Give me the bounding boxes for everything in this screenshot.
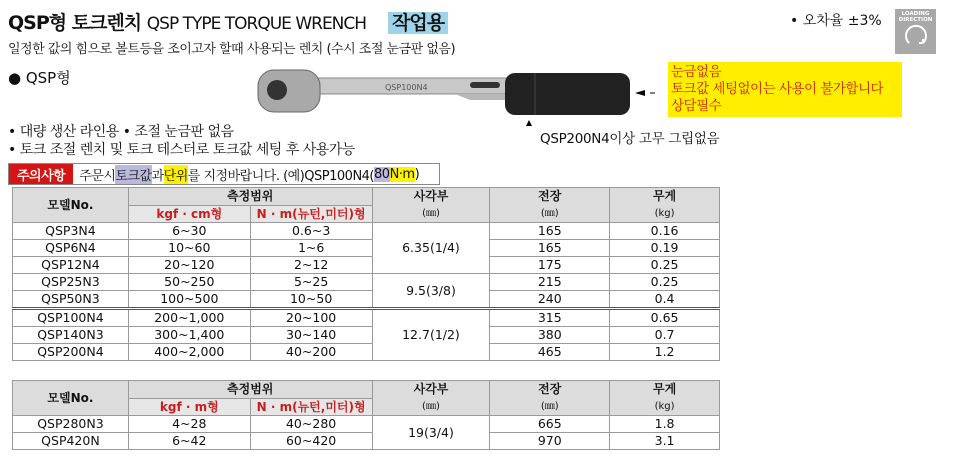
header-model: 모델No. — [13, 381, 129, 416]
table-cell: 40~280 — [250, 416, 372, 433]
spec-table-1 — [12, 187, 720, 361]
table-cell: QSP50N3 — [13, 291, 129, 309]
table-cell: QSP3N4 — [13, 223, 129, 240]
table-cell: 315 — [490, 309, 610, 327]
table-cell: 3.1 — [610, 433, 720, 450]
table-cell: 215 — [490, 274, 610, 291]
table-row — [13, 223, 720, 240]
table-row — [13, 274, 720, 291]
table-cell: QSP6N4 — [13, 240, 129, 257]
table-row — [13, 240, 720, 257]
table-cell: 0.6~3 — [250, 223, 372, 240]
table-cell: 20~100 — [250, 309, 372, 327]
caution-text: 주문시 — [79, 168, 116, 184]
title-en: QSP TYPE TORQUE WRENCH — [146, 14, 367, 34]
caution-highlight: N·m — [389, 166, 415, 182]
bullet-line: • 토크 조절 렌치 및 토크 테스터로 토크값 세팅 후 사용가능 — [8, 142, 355, 158]
table-cell: 100~500 — [128, 291, 250, 309]
table-cell: 9.5(3/8) — [372, 274, 490, 309]
caution-highlight: 80 — [374, 166, 390, 182]
header-weight — [610, 381, 720, 416]
header-length-label: 전장 — [538, 382, 562, 396]
header-square — [372, 381, 490, 416]
page-title — [8, 8, 448, 35]
header-length — [490, 381, 610, 416]
caution-highlight: 단위 — [164, 165, 188, 184]
loading-direction-label: LOADING DIRECTION — [898, 11, 933, 23]
header-square-label: 사각부 — [413, 382, 449, 396]
header-square-label: 사각부 — [413, 189, 449, 203]
caution-box — [8, 163, 440, 185]
table-cell: 0.65 — [610, 309, 720, 327]
table-cell: 400~2,000 — [128, 344, 250, 361]
header-kgf: kgf · m형 — [128, 398, 250, 416]
spec-table-2 — [12, 380, 720, 450]
header-length — [490, 188, 610, 223]
table-cell: 30~140 — [250, 327, 372, 344]
table-cell: QSP25N3 — [13, 274, 129, 291]
table-cell: 6.35(1/4) — [372, 223, 490, 274]
table-cell: 165 — [490, 223, 610, 240]
table-cell: 0.7 — [610, 327, 720, 344]
table-cell: 10~60 — [128, 240, 250, 257]
table-cell: 5~25 — [250, 274, 372, 291]
table-row — [13, 416, 720, 433]
table-cell: QSP12N4 — [13, 257, 129, 274]
table-cell: 20~120 — [128, 257, 250, 274]
caution-text: ) — [414, 166, 420, 182]
table-cell: 0.19 — [610, 240, 720, 257]
table-cell: 165 — [490, 240, 610, 257]
table-cell: 380 — [490, 327, 610, 344]
table-cell: QSP140N3 — [13, 327, 129, 344]
table-cell: 1~6 — [250, 240, 372, 257]
table-cell: 6~30 — [128, 223, 250, 240]
unit: (kg) — [654, 401, 675, 412]
table-row — [13, 291, 720, 309]
table-cell: 0.4 — [610, 291, 720, 309]
table-cell: 1.8 — [610, 416, 720, 433]
caution-text: 를 지정바랍니다. (예)QSP100N4( — [187, 168, 375, 184]
table-cell: 0.25 — [610, 274, 720, 291]
header-model: 모델No. — [13, 188, 129, 223]
unit: (kg) — [654, 208, 675, 219]
unit: (㎜) — [540, 401, 559, 412]
table-cell: 175 — [490, 257, 610, 274]
table-cell: 0.25 — [610, 257, 720, 274]
table-cell: 2~12 — [250, 257, 372, 274]
header-range: 측정범위 — [128, 188, 372, 206]
unit: (㎜) — [540, 208, 559, 219]
caution-label: 주의사항 — [9, 164, 73, 184]
grip-note: QSP200N4이상 고무 그립없음 — [540, 131, 720, 147]
table-cell: 12.7(1/2) — [372, 309, 490, 361]
header-weight — [610, 188, 720, 223]
table-row — [13, 309, 720, 327]
header-square — [372, 188, 490, 223]
table-cell: QSP100N4 — [13, 309, 129, 327]
header-kgf: kgf · cm형 — [128, 205, 250, 223]
table-row — [13, 433, 720, 450]
table-cell: QSP200N4 — [13, 344, 129, 361]
usage-tag: 작업용 — [388, 12, 448, 34]
table-cell: 0.16 — [610, 223, 720, 240]
header-weight-label: 무게 — [652, 189, 677, 203]
header-weight-label: 무게 — [652, 382, 677, 396]
error-rate: • 오차율 ±3% — [790, 13, 882, 29]
svg-text:QSP100N4: QSP100N4 — [385, 83, 428, 92]
table-cell: 200~1,000 — [128, 309, 250, 327]
warning-note — [668, 62, 902, 117]
table-cell: 19(3/4) — [372, 416, 490, 450]
caution-text: 과 — [151, 168, 164, 184]
table-cell: 240 — [490, 291, 610, 309]
header-nm: N · m(뉴턴,미터)형 — [250, 205, 372, 223]
table-cell: QSP280N3 — [13, 416, 129, 433]
bullet-line: • 대량 생산 라인용 • 조절 눈금판 없음 — [8, 124, 234, 140]
table-cell: 665 — [490, 416, 610, 433]
header-length-label: 전장 — [538, 189, 562, 203]
unit: (㎜) — [422, 401, 440, 412]
table-cell: 4~28 — [128, 416, 250, 433]
caution-highlight: 토크값 — [115, 165, 151, 184]
header-range: 측정범위 — [128, 381, 372, 399]
note-line: 눈금없음 — [671, 64, 722, 80]
subtitle: 일정한 값의 힘으로 볼트등을 조이고자 할때 사용되는 렌치 (수시 조절 눈금판 없음) — [8, 42, 456, 57]
table-cell: 970 — [490, 433, 610, 450]
section-label: ● QSP형 — [8, 69, 71, 87]
note-line: 상담필수 — [671, 98, 722, 114]
title-ko: QSP형 토크렌치 — [8, 12, 142, 34]
table-row — [13, 257, 720, 274]
table-cell: 6~42 — [128, 433, 250, 450]
table-cell: 40~200 — [250, 344, 372, 361]
table-cell: 1.2 — [610, 344, 720, 361]
table-cell: 50~250 — [128, 274, 250, 291]
table-cell: 60~420 — [250, 433, 372, 450]
header-nm: N · m(뉴턴,미터)형 — [250, 398, 372, 416]
unit: (㎜) — [422, 208, 440, 219]
table-row — [13, 344, 720, 361]
table-cell: 300~1,400 — [128, 327, 250, 344]
torque-wrench-image — [255, 60, 655, 130]
loading-direction-icon — [895, 9, 936, 54]
table-cell: QSP420N — [13, 433, 129, 450]
table-cell: 465 — [490, 344, 610, 361]
note-line: 토크값 세팅없이는 사용이 불가합니다 — [671, 81, 884, 97]
table-cell: 10~50 — [250, 291, 372, 309]
table-row — [13, 327, 720, 344]
